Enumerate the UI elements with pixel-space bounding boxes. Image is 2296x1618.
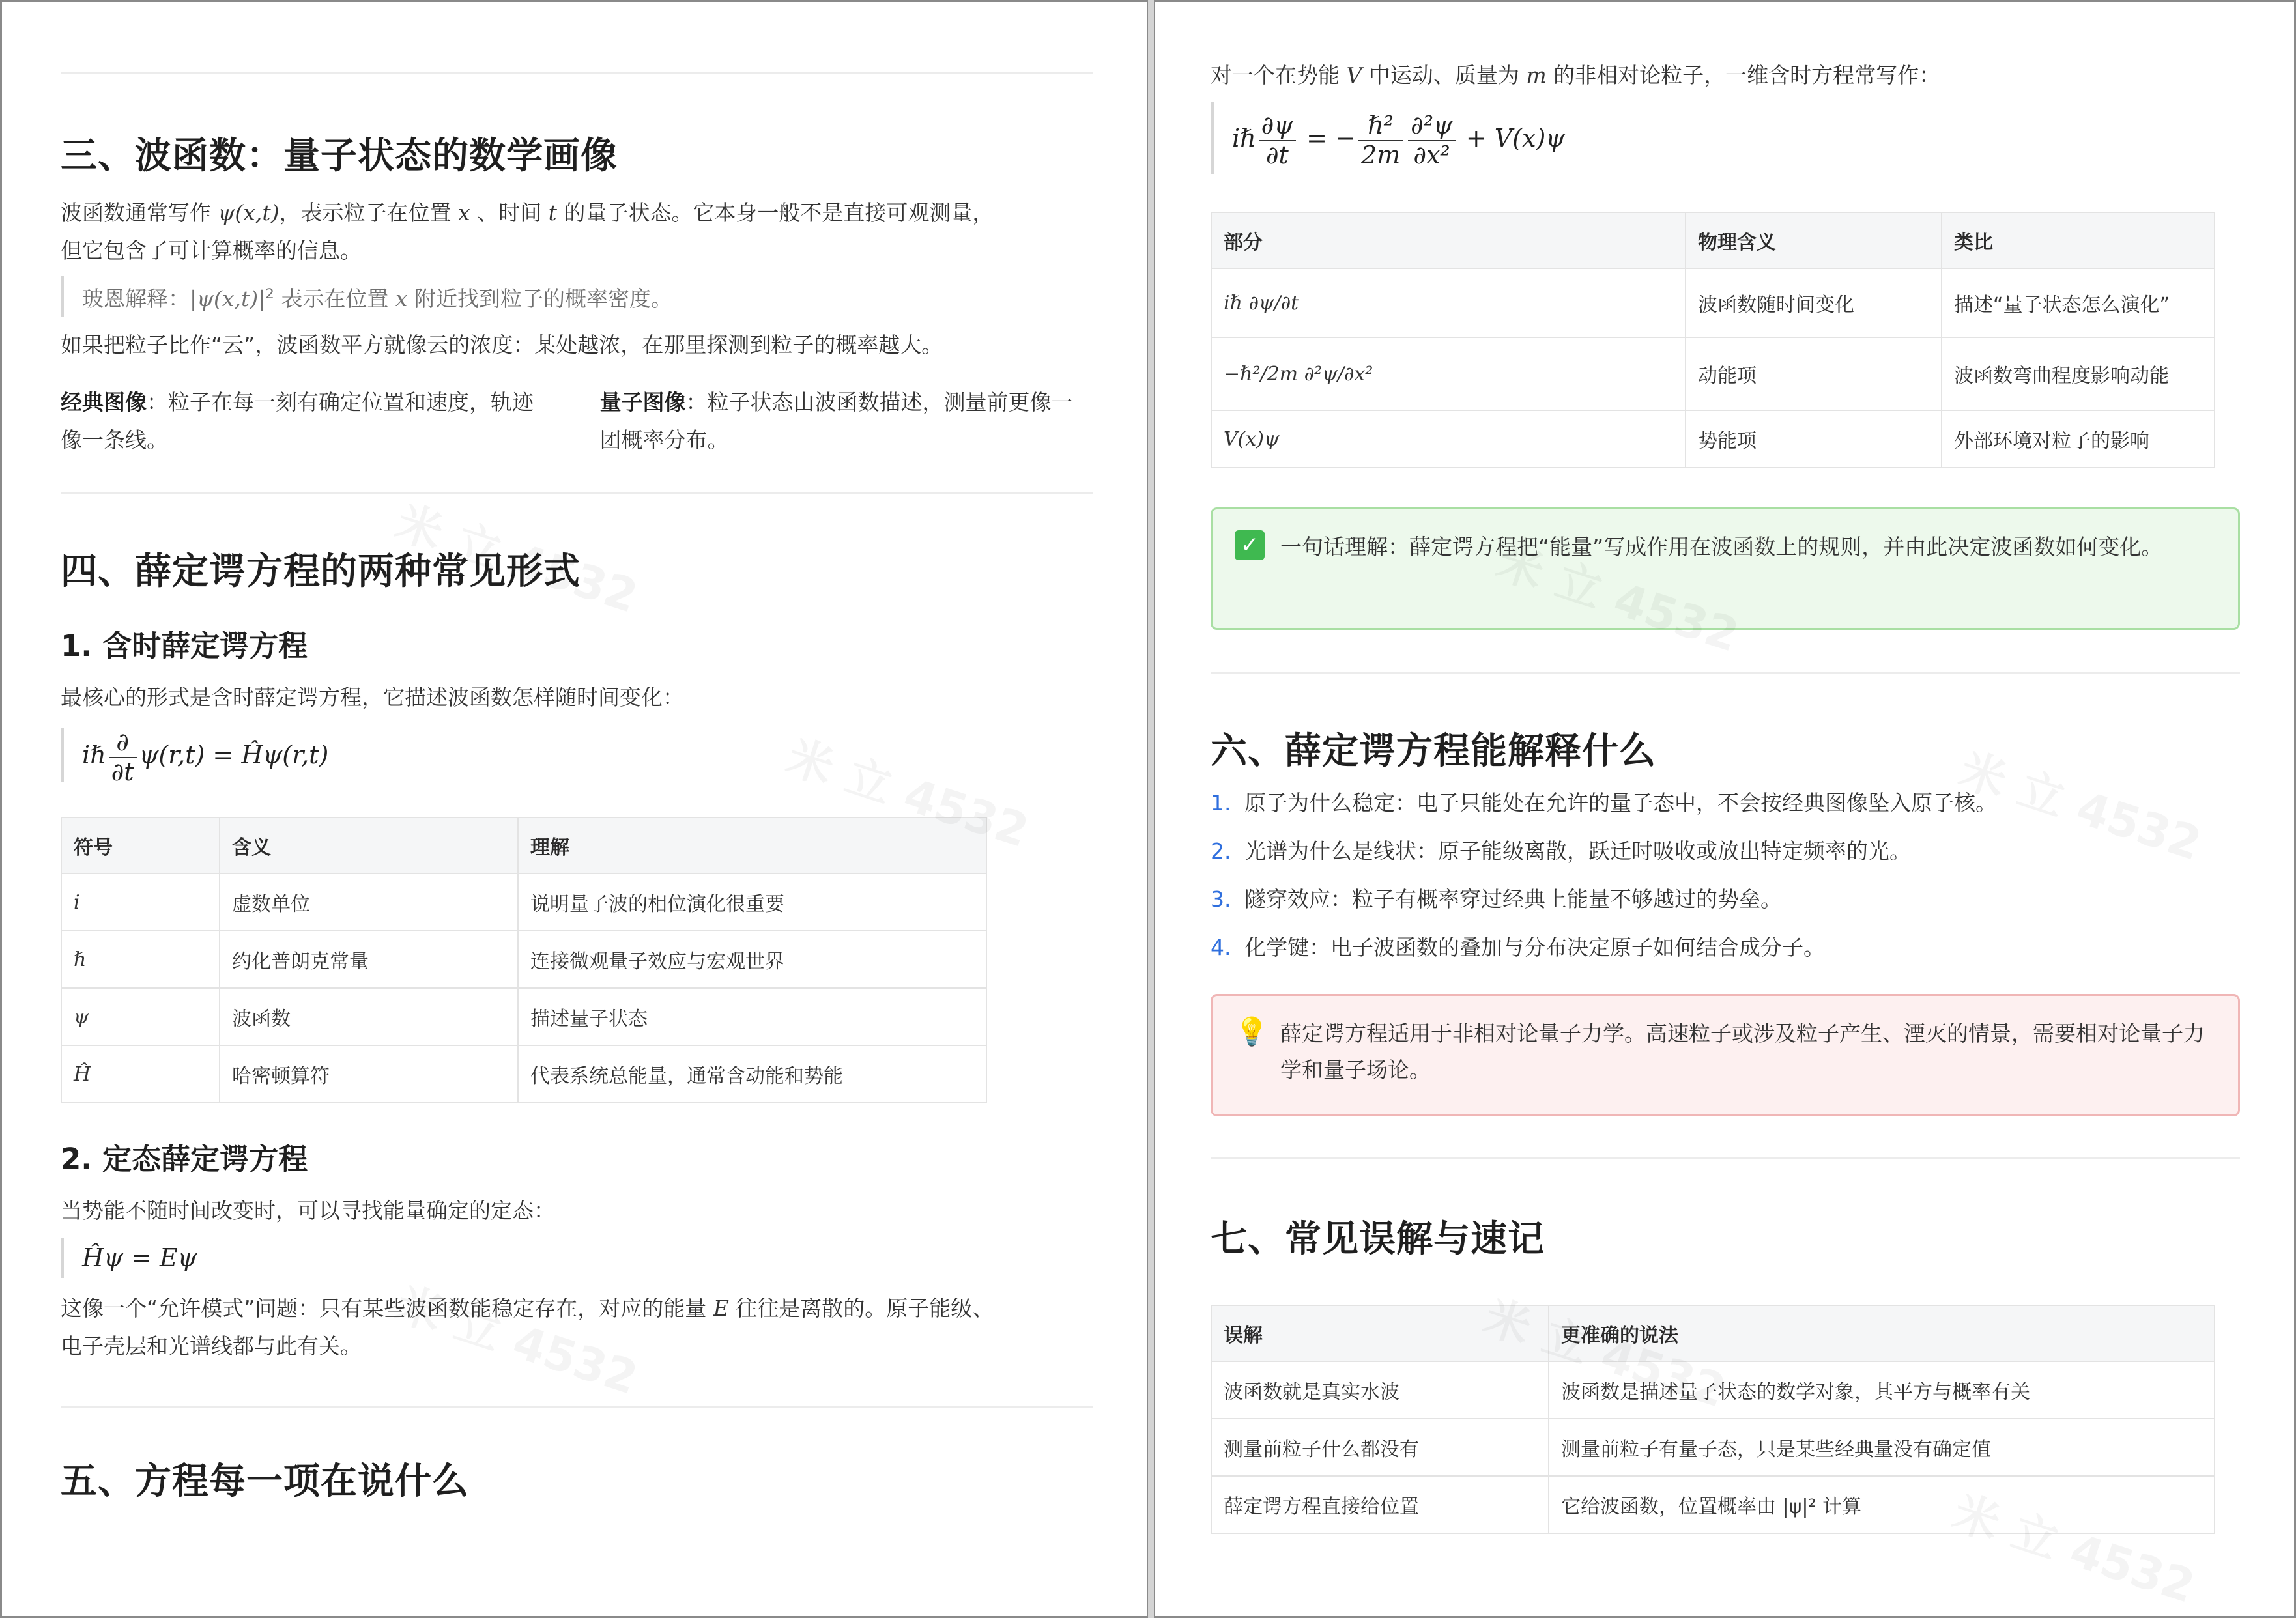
top-divider [61, 72, 1093, 74]
section-5-title: 五、方程每一项在说什么 [61, 1460, 469, 1503]
list-item: 4. 化学键：电子波函数的叠加与分布决定原子如何结合成分子。 [1211, 935, 1825, 960]
subsection-4-1-title: 1. 含时薛定谔方程 [61, 629, 308, 663]
summary-callout: ✓ 一句话理解：薛定谔方程把“能量”写成作用在波函数上的规则，并由此决定波函数如何变化。 [1211, 507, 2240, 630]
table-header-row: 误解 更准确的说法 [1211, 1305, 2215, 1361]
section-7-title: 七、常见误解与速记 [1211, 1218, 1545, 1260]
partial-t-fraction: $\frac{\partial}{\partial t}$ [109, 728, 137, 786]
table-header-row: 符号 含义 理解 [61, 817, 986, 873]
subsection-4-2-paragraph: 当势能不随时间改变时，可以寻找能量确定的定态： [61, 1198, 555, 1223]
list-item: 2. 光谱为什么是线状：原子能级离散，跃迁时吸收或放出特定频率的光。 [1211, 838, 1911, 864]
table-row: −ℏ²/2m ∂²ψ/∂x² 动能项 波函数弯曲程度影响动能 [1211, 337, 2215, 410]
subsection-4-1-paragraph: 最核心的形式是含时薛定谔方程，它描述波函数怎样随时间变化： [61, 685, 684, 710]
misconceptions-table [1211, 1305, 2215, 1534]
explanations-list [1211, 779, 2240, 972]
divider [61, 492, 1093, 494]
scope-warning-callout: 💡 薛定谔方程适用于非相对论量子力学。高速粒子或涉及粒子产生、湮灭的情景，需要相对论量子力学和量子场论。 [1211, 994, 2240, 1116]
list-item: 3. 隧穿效应：粒子有概率穿过经典上能量不够越过的势垒。 [1211, 887, 1782, 912]
divider [61, 1406, 1093, 1408]
table-row: iℏ ∂ψ/∂t 波函数随时间变化 描述“量子状态怎么演化” [1211, 268, 2215, 337]
second-derivative-fraction: $\frac{\text{∂²ψ}}{\text{∂x²}}$ [1408, 111, 1456, 169]
table-row: i 虚数单位 说明量子波的相位演化很重要 [61, 873, 986, 931]
table-row: 薛定谔方程直接给位置 它给波函数，位置概率由 |ψ|² 计算 [1211, 1476, 2215, 1533]
table-row: ψ 波函数 描述量子状态 [61, 988, 986, 1045]
lightbulb-icon: 💡 [1235, 1015, 1269, 1047]
divider [1211, 672, 2240, 674]
symbol-table [61, 817, 987, 1103]
one-dimensional-equation: iℏ $\frac{\partial\psi}{\partial t}$ = − $\frac{\text{ℏ²}}{2m}$ $\frac{\text{∂²ψ}}{\text{∂x²}}$ + V(x)ψ [1211, 102, 2240, 174]
stationary-equation: Ĥψ = Eψ [61, 1238, 1093, 1278]
classical-picture: 经典图像：粒子在每一刻有确定位置和速度，轨迹像一条线。 [61, 390, 534, 453]
list-item: 1. 原子为什么稳定：电子只能处在允许的量子态中，不会按经典图像坠入原子核。 [1211, 790, 1997, 816]
table-row: 测量前粒子什么都没有 测量前粒子有量子态，只是某些经典量没有确定值 [1211, 1419, 2215, 1476]
table-row: V(x)ψ 势能项 外部环境对粒子的影响 [1211, 410, 2215, 468]
image-comparison [61, 384, 1093, 459]
section-3-paragraph: 波函数通常写作 ψ(x,t)，表示粒子在位置 x 、时间 t 的量子状态。它本身一般不是直接可观测量， 但它包含了可计算概率的信息。 [61, 200, 994, 263]
quantum-picture: 量子图像：粒子状态由波函数描述，测量前更像一团概率分布。 [599, 390, 1073, 453]
dpsi-dt-fraction: $\frac{\partial\psi}{\partial t}$ [1259, 111, 1296, 169]
table-row: 波函数就是真实水波 波函数是描述量子状态的数学对象，其平方与概率有关 [1211, 1361, 2215, 1419]
divider [1211, 1157, 2240, 1159]
section-3-title: 三、波函数：量子状态的数学画像 [61, 135, 618, 177]
intro-paragraph: 对一个在势能 V 中运动、质量为 m 的非相对论粒子，一维含时方程常写作： [1211, 63, 1941, 88]
table-row: ℏ 约化普朗克常量 连接微观量子效应与宏观世界 [61, 931, 986, 988]
time-dependent-equation: iℏ $\frac{\partial}{\partial t}$ ψ(r,t) = Ĥψ(r,t) [61, 728, 1093, 782]
born-interpretation-quote: 玻恩解释：$|\psi(x,t)|^2$ 表示在位置 x 附近找到粒子的概率密度。 [61, 276, 1093, 317]
section-4-title: 四、薛定谔方程的两种常见形式 [61, 550, 581, 593]
table-header-row: 部分 物理含义 类比 [1211, 212, 2215, 268]
section-6-title: 六、薛定谔方程能解释什么 [1211, 730, 1656, 773]
right-page [1154, 0, 2296, 1618]
allowed-modes-paragraph: 这像一个“允许模式”问题：只有某些波函数能稳定存在，对应的能量 E 往往是离散的。原子能级、 电子壳层和光谱线都与此有关。 [61, 1296, 994, 1359]
check-icon: ✓ [1235, 530, 1265, 560]
cloud-analogy-paragraph: 如果把粒子比作“云”，波函数平方就像云的浓度：某处越浓，在那里探测到粒子的概率越大。 [61, 332, 943, 358]
subsection-4-2-title: 2. 定态薛定谔方程 [61, 1142, 308, 1176]
hbar-2m-fraction: $\frac{\text{ℏ²}}{2m}$ [1358, 111, 1403, 169]
page-gutter [1148, 0, 1154, 1618]
equation-terms-table [1211, 212, 2215, 468]
table-row: Ĥ 哈密顿算符 代表系统总能量，通常含动能和势能 [61, 1045, 986, 1103]
